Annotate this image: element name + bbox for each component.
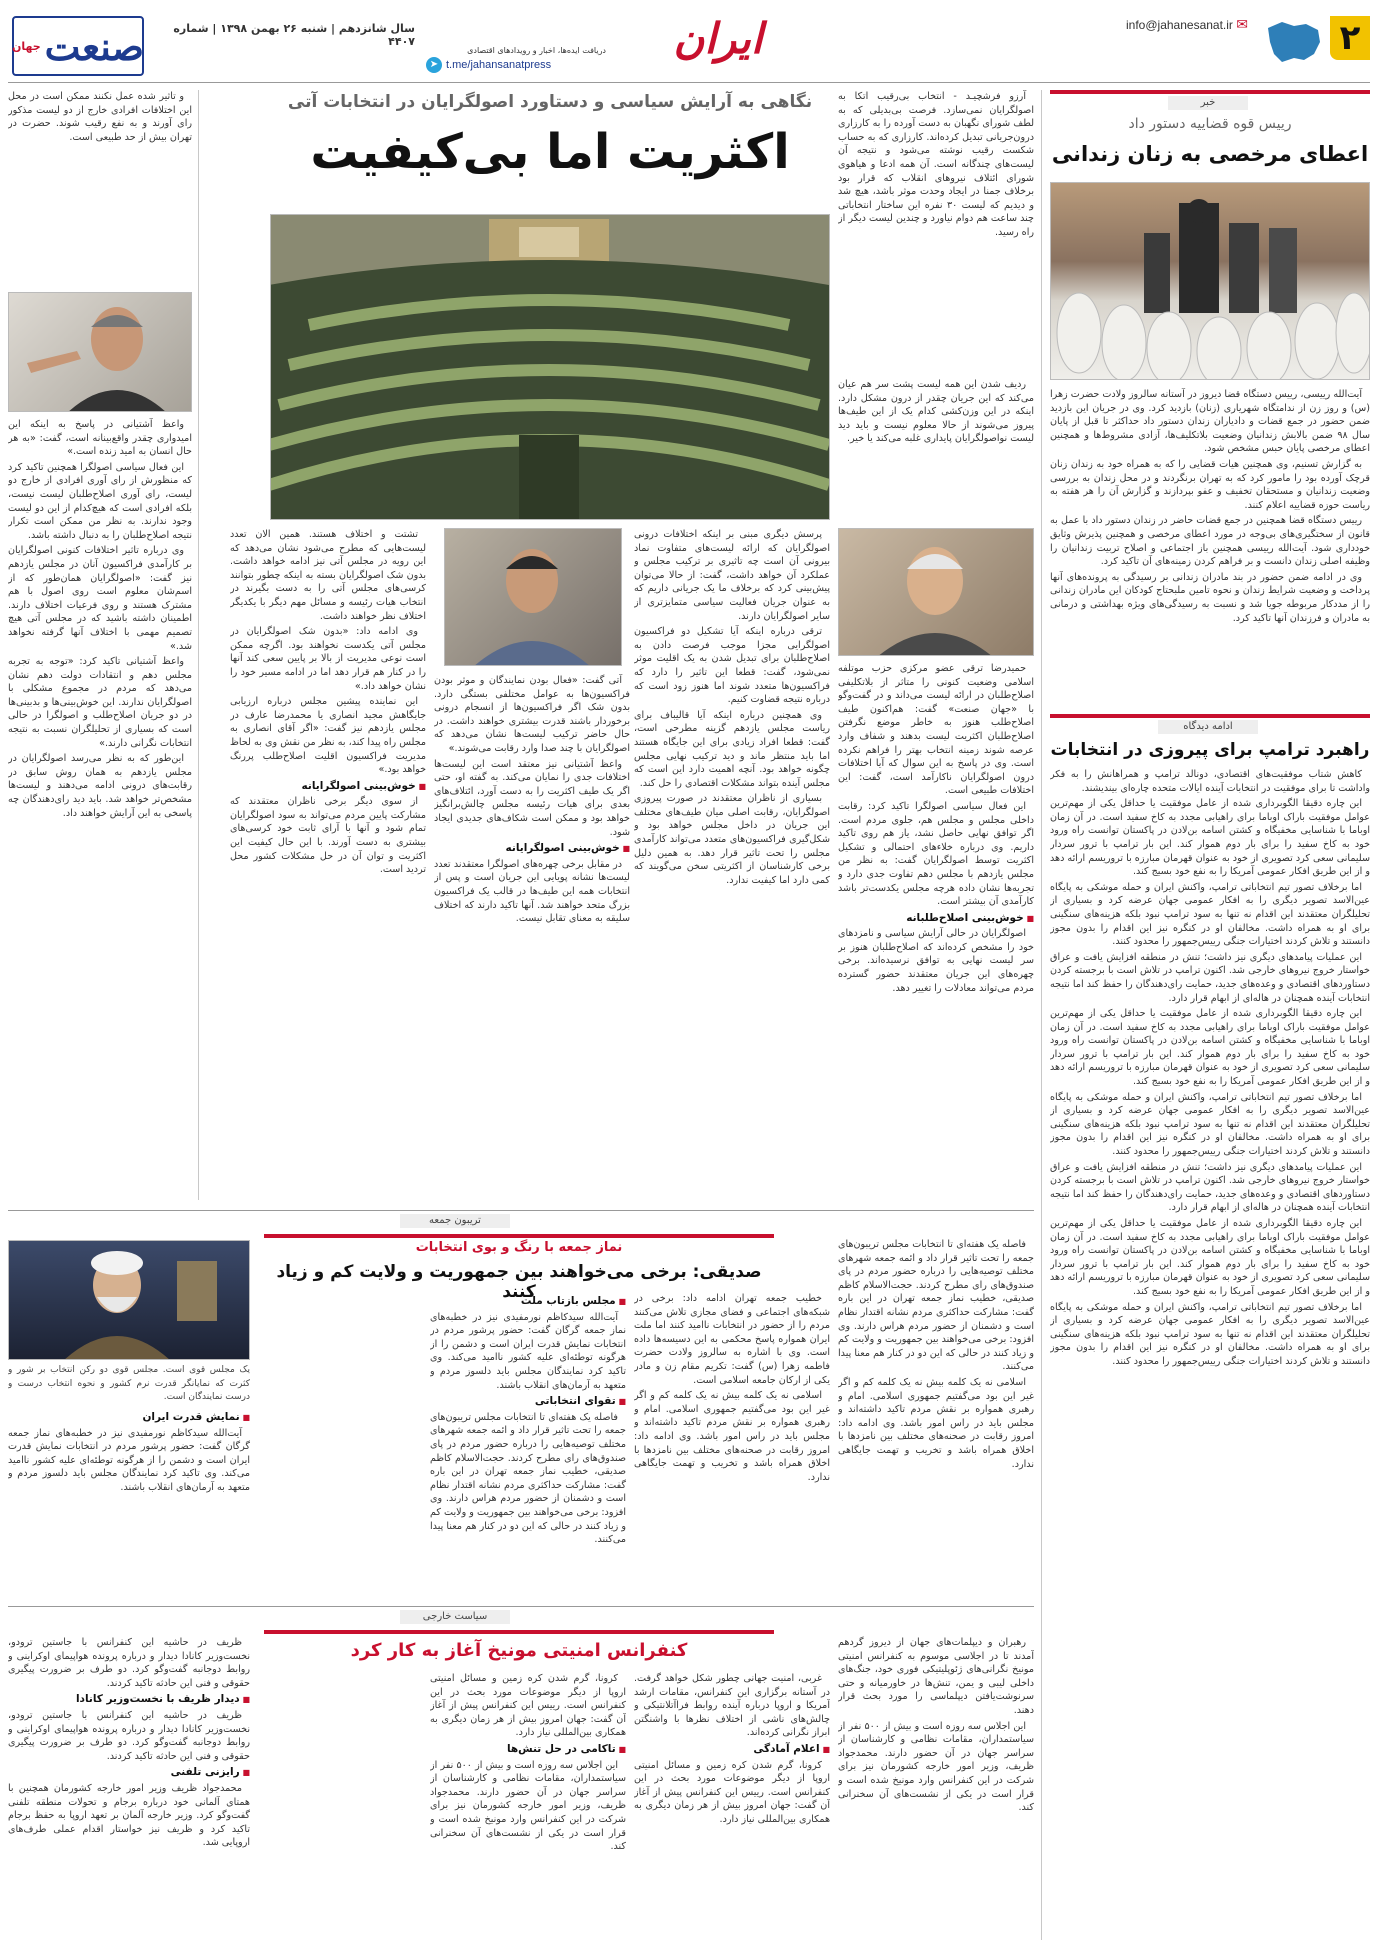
main-lead bbox=[838, 90, 1034, 370]
right-body-8: این عملیات پیامدهای دیگری نیز داشت؛ تنش در منطقه افزایش یافت و عراق خواستار خروج نیروهای خارجی شد. اکنون ترامپ در تلاش است با برجسته کردن دستاوردهای اقتصادی و وعده‌های جدید، حمایت رای‌دهندگان را حفظ کند اما نتیجه انتخابات آینده همچنان در هاله‌ای از ابهام قرار دارد. bbox=[1050, 951, 1370, 1004]
foreign-text-4: کرونا، گرم شدن کره زمین و مسائل امنیتی اروپا از دیگر موضوعات مورد بحث در این کنفرانس است. رییس این کنفرانس پیش از آغاز آن گفت: جهان امروز بیش از هر زمان دیگری به همکاری بین‌المللی نیاز دارد. bbox=[634, 1759, 830, 1825]
right-body-2: به گزارش تسنیم، وی همچنین هیات قضایی را که به همراه خود به زندان زنان قرچک آورده بود را مامور کرد که به تهران برنگردند و در محل زندان به بررسی وضعیت زندانیان و مستحقان تخفیف و عفو بپردازند و گزارش آن را هر هفته به ریاست حوزه قضاییه اعلام کنند. bbox=[1050, 458, 1370, 511]
main-supertitle: نگاهی به آرایش سیاسی و دستاورد اصولگرایان در انتخابات آتی bbox=[287, 92, 813, 112]
friday-col-2 bbox=[634, 1292, 830, 1598]
foreign-text-1: رهبران و دیپلمات‌های جهان از دیروز گردهم آمدند تا در اجلاسی موسوم به کنفرانس امنیتی مونیخ نگرانی‌های ژئوپلیتیکی فوری خود، جنگ‌های داخلی لیبی و یمن، تنش‌ها در خاورمیانه و حتی سرنوشت‌یافتن دیپلماسی را مورد بحث قرار دهند. bbox=[838, 1637, 1034, 1716]
right-body-6: این چاره دقیقا الگوبرداری شده از عامل موفقیت یا حداقل یکی از مهم‌ترین عوامل موفقیت باراک اوباما برای راهیابی مجدد به کاخ سفید است. در آن زمان اوباما با شناسایی مخفیگاه و کشتن اسامه بن‌لادن در پاکستان توانست راه ورود خود به کاخ سفید را برای بار دوم هموار کند. این بار ترامپ با ترور سردار سلیمانی سعی کرد تصویری از خود به عنوان قهرمان مبارزه با تروریسم ارائه دهد و از این طریق افکار عمومی آمریکا را به نفع خود بسیج کند. bbox=[1050, 798, 1370, 878]
friday-text-1b: فاصله یک هفته‌ای تا انتخابات مجلس تریبون‌های جمعه را تحت تاثیر قرار داد و ائمه جمعه شهرهای مختلف توصیه‌هایی را درباره حضور مردم در پای صندوق‌های رای مطرح کردند. حجت‌الاسلام کاظم صدیقی، خطیب نماز جمعه تهران در این باره گفت: مشارکت حداکثری مردم نشانه اقتدار نظام است و دشمنان از حضور مردم هراس دارند. وی افزود: برخی می‌خواهند بین جمهوریت و ولایت کم و زیاد کنند در حالی که این دو در کنار هم معنا پیدا می‌کنند. bbox=[430, 1411, 626, 1546]
foreign-text-5a: ظریف در حاشیه این کنفرانس با جاستین ترودو، نخست‌وزیر کانادا دیدار و درباره پرونده هواپیمای اوکراینی و روابط دوجانبه گفت‌وگو کرد. دو طرف بر ضرورت پیگیری حقوقی و فنی این حادثه تاکید کردند. bbox=[8, 1637, 250, 1689]
friday-supertitle: نماز جمعه با رنگ و بوی انتخابات bbox=[415, 1240, 623, 1255]
right-body-8b: این عملیات پیامدهای دیگری نیز داشت؛ تنش در منطقه افزایش یافت و عراق خواستار خروج نیروهای خارجی شد. اکنون ترامپ در تلاش است با برجسته کردن دستاوردهای اقتصادی و وعده‌های جدید، حمایت رای‌دهندگان را حفظ کند اما نتیجه انتخابات آینده همچنان در هاله‌ای از ابهام قرار دارد. bbox=[1050, 1161, 1370, 1214]
foreign-sub-1: ■ دیدار ظریف با نخست‌وزیر کانادا bbox=[8, 1693, 250, 1707]
main-col2-d: بسیاری از ناظران معتقدند در صورت پیروزی اصولگرایان، رقابت اصلی میان طیف‌های مختلف این جریان در داخل مجلس خواهد بود و شکل‌گیری فراکسیون‌های متعدد می‌تواند کارآمدی مجلس را تحت تاثیر قرار دهد. به همین دلیل برخی کارشناسان از اکثریتی سخن می‌گویند که کمی دارد اما کیفیت ندارد. bbox=[634, 793, 830, 886]
main-col1-c: این فعال سیاسی اصولگرا تاکید کرد: رقابت داخلی مجلس و مجلس هم، جلوی مردم است. اگر توافق نهایی حاصل نشد، یاز هم روی تاکید داریم. وی درباره خلاءهای احتمالی و تشکیل اکثریت توسط اصولگرایان گفت: به نظر من مجلس یازدهم با مجلس دهم تفاوت جدی دارد و تجربه‌ها نشان داده هرچه مجلس یکدست‌تر باشد کارآمدی آن بیشتر است. bbox=[838, 800, 1034, 908]
analyst-photo bbox=[444, 528, 622, 666]
page-number: ۲ bbox=[1339, 18, 1361, 58]
main-col3-c: در مقابل برخی چهره‌های اصولگرا معتقدند تعدد لیست‌ها نشانه پویایی این جریان است و پس از انتخابات همه این طیف‌ها در قالب یک فراکسیون بزرگ متحد خواهند شد. آنها تاکید دارند که اختلاف سلیقه به معنای تقابل نیست. bbox=[434, 858, 630, 925]
right-body-6c: این چاره دقیقا الگوبرداری شده از عامل موفقیت یا حداقل یکی از مهم‌ترین عوامل موفقیت باراک اوباما برای راهیابی مجدد به کاخ سفید است. در آن زمان اوباما با شناسایی مخفیگاه و کشتن اسامه بن‌لادن در پاکستان توانست راه ورود خود به کاخ سفید را برای بار دوم هموار کند. این بار ترامپ با ترور سردار سلیمانی سعی کرد تصویری از خود به عنوان قهرمان مبارزه با تروریسم ارائه دهد و از این طریق افکار عمومی آمریکا را به نفع خود بسیج کند. bbox=[1050, 1218, 1370, 1297]
main-col3-a: آتی گفت: «فعال بودن نمایندگان و موثر بودن فراکسیون‌ها به عوامل مختلفی بستگی دارد. بدون شک اگر فراکسیون‌ها از انسجام درونی برخوردار باشند قدرت بیشتری خواهند داشت. در حال حاضر ترکیب لیست‌ها نشان می‌دهد که اصولگرایان با چند صدا وارد رقابت می‌شوند.» bbox=[434, 675, 630, 754]
friday-col-4 bbox=[8, 1408, 250, 1598]
foreign-top-rule bbox=[8, 1606, 1034, 1607]
right-body-b bbox=[1050, 768, 1370, 1940]
left-col-text-a bbox=[8, 90, 192, 290]
parliament-photo bbox=[270, 214, 830, 520]
left-e: واعظ آشتیانی تاکید کرد: «توجه به تجربه مجلس دهم و انتقادات دولت دهم نشان می‌دهد که مردم در مجموع مشکلی با اصولگرایان ندارند. این خوش‌بینی‌ها و بدبینی‌ها در دو جریان اصلاح‌طلب و اصولگرا در حالی است که بسیاری از تحلیلگران نسبت به نتیجه انتخابات نگرانی دارند.» bbox=[8, 656, 192, 749]
foreign-col-1 bbox=[838, 1636, 1034, 1940]
left-f: این‌طور که به نظر می‌رسد اصولگرایان در مجلس یازدهم به همان روش سابق در رقابت‌های درونی ادامه می‌دهند و لیست‌ها مشخص‌تر خواهد شد. باید دید رای‌دهندگان چه پاسخی به این آرایش خواهند داد. bbox=[8, 753, 192, 819]
foreign-title: کنفرانس امنیتی مونیخ آغاز به کار کرد bbox=[350, 1640, 688, 1661]
right-body-5: کاهش شتاب موفقیت‌های اقتصادی، دونالد ترامپ و همراهانش را به فکر واداشت تا برای موفقیت در انتخابات آینده ایالات متحده چاره‌ای بیندیشند. bbox=[1050, 769, 1370, 794]
left-c: این فعال سیاسی اصولگرا همچنین تاکید کرد که منظورش از رای آوری افرادی از خارج دو لیست، رای آوری اصلاح‌طلبان لیست نیست، بلکه افرادی است که هیچ‌کدام از این دو لیست وجود ندارند. به نظر من ممکن است تکرار نتیجه اصلاح‌طلبان را به دنبال داشته باشد. bbox=[8, 461, 192, 541]
foreign-sub-3: ■ اعلام آمادگی bbox=[634, 1743, 830, 1757]
right-body bbox=[1050, 388, 1370, 708]
main-title: اکثریت اما بی‌کیفیت bbox=[310, 124, 790, 180]
main-col-text-1b bbox=[838, 662, 1034, 1202]
friday-text-1: فاصله یک هفته‌ای تا انتخابات مجلس تریبون‌های جمعه را تحت تاثیر قرار داد و ائمه جمعه شهرهای مختلف توصیه‌هایی را درباره حضور مردم در پای صندوق‌های رای مطرح کردند. حجت‌الاسلام کاظم صدیقی، خطیب نماز جمعه تهران در این باره گفت: مشارکت حداکثری مردم نشانه اقتدار نظام است و دشمنان از حضور مردم هراس دارند. وی افزود: برخی می‌خواهند بین جمهوریت و ولایت کم و زیاد کنند در حالی که این دو در کنار هم معنا پیدا می‌کنند. bbox=[838, 1239, 1034, 1373]
left-d: وی درباره تاثیر اختلافات کنونی اصولگرایان بر کارآمدی فراکسیون آنان در مجلس یازدهم نیز گفت: «اصولگرایان همان‌طور که از اسم‌شان معلوم است روی اصول با هم مشترک هستند و روی فرعیات اختلاف دارند. اطمینان داشته باشید که در مجلس آتی هیچ تصمیم مهمی با اختلاف آنها گرفته نخواهد شد.» bbox=[8, 545, 192, 652]
main-col1-b: حمیدرضا ترقی عضو مرکزی حزب موتلفه اسلامی وضعیت کنونی را متاثر از بلاتکلیفی اصلاح‌طلبان در ارائه لیست می‌داند و در گفت‌وگو با «جهان صنعت» گفت: هم‌اکنون طیف اصلاح‌طلب هنوز به خاطر موضع نگرفتن اصلاح‌طلبان اکثریت لیست بدهند و شفاف وارد عرصه شوند زمینه انتخاب بهتر را فراهم نکرده است. وی در پاسخ به این سوال که آیا اختلافات درون اصولگرایان ناکارآمد است، گفت: این اختلافات طبیعی است. bbox=[838, 663, 1034, 797]
iran-map-icon bbox=[1264, 20, 1324, 64]
email-icon: ✉ bbox=[1236, 16, 1248, 32]
right-body-7b: اما برخلاف تصور تیم انتخاباتی ترامپ، واکنش ایران و حمله موشکی به پایگاه عین‌الاسد تصویر دیگری را به افکار عمومی جهان عرضه کرد و بسیاری از تحلیلگران معتقدند این اقدام نه تنها به سود ترامپ نبود بلکه هزینه‌های سنگینی برای او به همراه داشت. مخالفان او در کنگره نیز این اقدام را بدون مجوز دانستند و تلاش کردند اختیارات جنگی رییس‌جمهور را محدود کنند. bbox=[1050, 1091, 1370, 1158]
friday-text-2: اسلامی نه یک کلمه بیش نه یک کلمه کم و اگر غیر این بود می‌گفتیم جمهوری اسلامی. امام و رهبری همواره بر نقش مردم تاکید داشته‌اند و مجلس باید در راس امور باشد. وی ادامه داد: امروز رقابت در صحنه‌های مختلف بین نامزدها با اخلاق همراه باشد و تخریب و تهمت جایگاهی ندارد. bbox=[838, 1376, 1034, 1470]
main-col4-b: وی ادامه داد: «بدون شک اصولگرایان در مجلس آتی یکدست نخواهند بود. اگرچه ممکن است نوعی مدیریت از بالا بر پایین سعی کند آنها را در کنار هم قرار دهد اما در ادامه مسیر خود را نشان خواهد داد.» bbox=[230, 626, 426, 692]
right-kicker: خبر bbox=[1168, 96, 1248, 110]
right-title: اعطای مرخصی به زنان زندانی bbox=[1051, 142, 1369, 166]
foreign-text-2: این اجلاس سه روزه است و بیش از ۵۰۰ نفر از سیاستمداران، مقامات نظامی و کارشناسان از سراسر جهان در آن حضور دارند. محمدجواد ظریف، وزیر امور خارجه کشورمان نیز برای شرکت در این کنفرانس وارد مونیخ شده است و قرار است در یکی از نشست‌های آن سخنرانی کند. bbox=[838, 1720, 1034, 1814]
foreign-text-4b: کرونا، گرم شدن کره زمین و مسائل امنیتی اروپا از دیگر موضوعات مورد بحث در این کنفرانس است. رییس این کنفرانس پیش از آغاز آن گفت: جهان امروز بیش از هر زمان دیگری به همکاری بین‌المللی نیاز دارد. bbox=[430, 1673, 626, 1739]
left-a: و تاثیر شده عمل نکنند ممکن است در محل این اختلافات افرادی خارج از دو لیست مذکور رای آورند و به نفع رقیب شوند. حضرت در تهران بیش از حد طبیعی است. bbox=[8, 91, 192, 143]
foreign-text-6: محمدجواد ظریف وزیر امور خارجه کشورمان همچنین با همتای آلمانی خود درباره برجام و تحولات منطقه تلفنی گفت‌وگو کرد. وزیر خارجه آلمان بر تعهد اروپا به حفظ برجام تاکید کرد و ظریف نیز خواستار اقدام عملی طرف‌های اروپایی شد. bbox=[8, 1782, 250, 1849]
main-col3-b: واعظ آشتیانی نیز معتقد است این لیست‌ها اختلافات جدی را نمایان می‌کند. به گفته او، حتی اگر یک طیف اکثریت را به دست آورد، ائتلاف‌های بعدی برای هیات رئیسه مجلس چالش‌برانگیز خواهد بود و ممکن است شکاف‌های جدیدی ایجاد شود. bbox=[434, 758, 630, 838]
foreign-text-2b: این اجلاس سه روزه است و بیش از ۵۰۰ نفر از سیاستمداران، مقامات نظامی و کارشناسان از سراسر جهان در آن حضور دارند. محمدجواد ظریف، وزیر امور خارجه کشورمان نیز برای شرکت در این کنفرانس وارد مونیخ شده است و قرار است در یکی از نشست‌های آن سخنرانی کند. bbox=[430, 1759, 626, 1853]
email-text: info@jahanesanat.ir bbox=[1126, 18, 1233, 32]
main-lead-text: آرزو فرشچیـد - انتخاب بی‌رقیب اتکا به اصولگرایان نمی‌سازد. فرصت بی‌بدیلی که به لطف شورای نگهبان به دست آورده را به کارزاری درون‌جریانی تبدیل کرده‌اند. کارزاری که به حساب شکست رقیب نوشته می‌شود و نتیجه آن لیست‌های چندگانه است. آن همه ادعا و هیاهوی شورای ائتلاف نیروهای انقلاب که قرار بود برخلاف جمنا در ایجاد وحدت موثر باشد، هیچ شد و دیدیم که لیست ۳۰ نفره این ساختار انتخاباتی چند ساعت هم دوام نیاورد و چندین لیست دیگر از راه رسید. bbox=[838, 91, 1034, 238]
right-body-3: رییس دستگاه قضا همچنین در جمع قضات حاضر در زندان دستور داد با عمل به قانون از سختگیری‌های بی‌وجه در مورد اعطای مرخصی و همچنین پذیرش وثایق خودداری شود. آیت‌الله رییسی همچنین باز اجتماعی و اصلاح تربیت زندانیان را وظیفه اصلی زندان دانست و بر فراهم کردن زمینه‌های آن تاکید کرد. bbox=[1050, 515, 1370, 568]
main-col4-d: از سوی دیگر برخی ناظران معتقدند که مشارکت پایین مردم می‌تواند به سود اصولگرایان تمام شود و آنها با آرای ثابت خود کرسی‌های بیشتری به دست آورند. با این حال کیفیت این اکثریت و توان آن در حل مشکلات کشور محل تردید است. bbox=[230, 796, 426, 876]
vaez-ashtiani-photo bbox=[8, 292, 192, 412]
section-title: ایران bbox=[673, 14, 763, 63]
main-col2-a: پرسش دیگری مبنی بر اینکه اختلافات درونی اصولگرایان که ارائه لیست‌های متفاوت نماد بیرونی آن است چه تاثیری بر ترکیب مجلس و عملکرد آن خواهد داشت، گفت: از حالا می‌توان پیش‌بینی کرد که برخلاف ما یک جریانی داریم که به عنوان جریان فعالیت سیاسی متمایزتری از سایر اصولگرایان دارند. bbox=[634, 529, 830, 622]
friday-text-3: خطیب جمعه تهران ادامه داد: برخی در شبکه‌های اجتماعی و فضای مجازی تلاش می‌کنند مردم را از حضور در انتخابات ناامید کنند اما ملت ایران همواره پاسخ محکمی به این دسیسه‌ها داده است. وی با اشاره به سالروز ولادت حضرت فاطمه زهرا (س) گفت: تکریم مقام زن و مادر یکی از ارکان جامعه اسلامی است. bbox=[634, 1293, 830, 1386]
right-body-6b: این چاره دقیقا الگوبرداری شده از عامل موفقیت یا حداقل یکی از مهم‌ترین عوامل موفقیت باراک اوباما برای راهیابی مجدد به کاخ سفید است. در آن زمان اوباما با شناسایی مخفیگاه و کشتن اسامه بن‌لادن در پاکستان توانست راه ورود خود به کاخ سفید را برای بار دوم هموار کند. این بار ترامپ با ترور سردار سلیمانی سعی کرد تصویری از خود به عنوان قهرمان مبارزه با تروریسم ارائه دهد و از این طریق افکار عمومی آمریکا را به نفع خود بسیج کند. bbox=[1050, 1008, 1370, 1088]
left-col-text-b bbox=[8, 418, 192, 1202]
foreign-tag: سیاست خارجی bbox=[400, 1610, 510, 1624]
friday-bar bbox=[264, 1234, 774, 1238]
sedighi-photo bbox=[8, 1240, 250, 1360]
main-sub-2: ■ خوش‌بینی اصولگرایانه bbox=[434, 842, 630, 856]
friday-top-rule bbox=[8, 1210, 1034, 1211]
friday-caption: یک مجلس قوی است. مجلس قوی دو رکن انتخاب بر شور و کثرت که نمایانگر قدرت نرم کشور و نحوه انتخاب درست و درست نمایندگان است. bbox=[8, 1365, 250, 1403]
friday-title: صدیقی: برخی می‌خواهند بین جمهوریت و ولایت کم و زیاد کنند bbox=[276, 1262, 762, 1302]
main-sub-1: ■ خوش‌بینی اصلاح‌طلبانه bbox=[838, 912, 1034, 926]
foreign-bar bbox=[264, 1630, 774, 1634]
friday-text-2b: اسلامی نه یک کلمه بیش نه یک کلمه کم و اگر غیر این بود می‌گفتیم جمهوری اسلامی. امام و رهبری همواره بر نقش مردم تاکید داشته‌اند و مجلس باید در راس امور باشد. وی ادامه داد: امروز رقابت در صحنه‌های مختلف بین نامزدها با اخلاق همراه باشد و تخریب و تهمت جایگاهی ندارد. bbox=[634, 1390, 830, 1483]
right-body-7: اما برخلاف تصور تیم انتخاباتی ترامپ، واکنش ایران و حمله موشکی به پایگاه عین‌الاسد تصویر دیگری را به افکار عمومی جهان عرضه کرد و بسیاری از تحلیلگران معتقدند این اقدام نه تنها به سود ترامپ نبود بلکه هزینه‌های سنگینی برای او به همراه داشت. مخالفان او در کنگره نیز این اقدام را بدون مجوز دانستند و تلاش کردند اختیارات جنگی رییس‌جمهور را محدود کنند. bbox=[1050, 881, 1370, 948]
friday-col-1 bbox=[838, 1238, 1034, 1598]
email-link[interactable] bbox=[1126, 16, 1248, 33]
telegram-icon: ➤ bbox=[426, 57, 442, 73]
foreign-col-3 bbox=[430, 1672, 626, 1940]
left-b: واعظ آشتیانی در پاسخ به اینکه این امیدواری چقدر واقع‌بینانه است، گفت: «به هر حال انسان به امید زنده است.» bbox=[8, 419, 192, 458]
right-body-1: آیت‌الله رییسی، رییس دستگاه قضا دیروز در آستانه سالروز ولادت حضرت زهرا (س) و روز زن از ندامتگاه شهریاری (زنان) بازدید کرد. وی در جریان این بازدید ضمن حضور در جمع قضات و دادیاران زندان دستور داد حداکثر تا قبل از پایان سال ۹۸ ضمن بالابش زندانیان وضعیت بلاتکلیف‌ها، آزادی مشروط‌ها و همچنین اعطای مرخصی پایان حبس مشخص شود. bbox=[1050, 389, 1370, 455]
main-col-text-3 bbox=[434, 674, 630, 1202]
newspaper-logo bbox=[12, 16, 144, 76]
main-col1-a: ردیف شدن این همه لیست پشت سر هم عیان می‌کند که این جریان چقدر از درون مشکل دارد. اینکه در این وزن‌کشی کدام یک از این طیف‌ها پیروز می‌شوند از حالا معلوم نیست و باید دید لیست نواصولگرایان پایداری غلبه می‌کند یا خیر. bbox=[838, 379, 1034, 445]
right-body-4: وی در ادامه ضمن حضور در بند مادران زندانی بر رسیدگی به پرونده‌های آنها پرداخت و وضعیت شرایط زندان و نحوه تامین ملبحتاج کودکان این مادران زندانی را از مددکار مربوطه جویا شد و نسبت به رسیدگی‌های ویژه بهداشتی و درمانی به مادران و فرزندان آنها تاکید کرد. bbox=[1050, 571, 1370, 624]
foreign-col-2 bbox=[634, 1672, 830, 1940]
foreign-col-4 bbox=[8, 1636, 250, 1940]
main-col2-c: وی همچنین درباره اینکه آیا قالیباف برای ریاست مجلس یازدهم گزینه مطرحی است، گفت: قطعا افراد زیادی برای این جایگاه هستند اما باید منتظر ماند و دید ترکیب نهایی مجلس چگونه خواهد بود. آنچه اهمیت دارد این است که مجلس آینده بتواند مشکلات اقتصادی را حل کند. bbox=[634, 709, 830, 789]
friday-text-4: آیت‌الله سیدکاظم نورمفیدی نیز در خطبه‌های نماز جمعه گرگان گفت: حضور پرشور مردم در انتخابات نمایش قدرت ایران است و دشمن را از هرگونه توطئه‌ای علیه کشور ناامید می‌کند. وی تاکید کرد نمایندگان مجلس باید دلسوز مردم و متعهد به آرمان‌های انقلاب باشند. bbox=[430, 1311, 626, 1391]
right-col-bar bbox=[1050, 90, 1370, 94]
taraghi-photo bbox=[838, 528, 1034, 656]
right-col-bar-2 bbox=[1050, 714, 1370, 718]
telegram-box[interactable] bbox=[426, 46, 606, 76]
judiciary-visit-photo bbox=[1050, 182, 1370, 380]
friday-sub-2: ■ مجلس بازتاب ملت bbox=[430, 1295, 626, 1309]
logo-text: صنعت bbox=[44, 23, 145, 69]
right-body-7c: اما برخلاف تصور تیم انتخاباتی ترامپ، واکنش ایران و حمله موشکی به پایگاه عین‌الاسد تصویر دیگری را به افکار عمومی جهان عرضه کرد و بسیاری از تحلیلگران معتقدند این اقدام نه تنها به سود ترامپ نبود بلکه هزینه‌های سنگینی برای او به همراه داشت. مخالفان او در کنگره نیز این اقدام را بدون مجوز دانستند و تلاش کردند اختیارات جنگی رییس‌جمهور را محدود کنند. bbox=[1050, 1301, 1370, 1367]
issue-info: سال شانزدهم | شنبه ۲۶ بهمن ۱۳۹۸ | شماره ۴۴۰۷ bbox=[173, 22, 415, 48]
foreign-text-5: ظریف در حاشیه این کنفرانس با جاستین ترودو، نخست‌وزیر کانادا دیدار و درباره پرونده هواپیمای اوکراینی و روابط دوجانبه گفت‌وگو کرد. دو طرف بر ضرورت پیگیری حقوقی و فنی این حادثه تاکید کردند. bbox=[8, 1709, 250, 1762]
main-col1-d: اصولگرایان در حالی آرایش سیاسی و نامزدهای خود را مشخص کرده‌اند که اصلاح‌طلبان هنوز بر سر لیست نهایی به توافق نرسیده‌اند. برخی چهره‌های این جریان معتقدند حضور گسترده مردم می‌تواند معادلات را تغییر دهد. bbox=[838, 928, 1034, 994]
friday-sub-3: ■ تقوای انتخاباتی bbox=[430, 1395, 626, 1409]
right-kicker-2: ادامه دیدگاه bbox=[1158, 720, 1258, 734]
main-left-divider bbox=[198, 90, 199, 1200]
friday-tag: تریبون جمعه bbox=[400, 1214, 510, 1228]
friday-col-3 bbox=[430, 1292, 626, 1598]
telegram-link[interactable]: t.me/jahansanatpress bbox=[446, 59, 552, 71]
main-sub-3: ■ خوش‌بینی اصولگرایانه bbox=[230, 780, 426, 794]
foreign-text-3: غربی، امنیت جهانی چطور شکل خواهد گرفت. در آستانه برگزاری این کنفرانس، مقامات ارشد آمریکا و اروپا درباره آینده روابط فراآتلانتیکی و چالش‌های ناشی از اختلاف نظرها با واشنگتن ابراز نگرانی کرده‌اند. bbox=[634, 1673, 830, 1739]
main-col2-b: ترقی درباره اینکه آیا تشکیل دو فراکسیون اصولگرایی مجزا موجب فرصت دادن به اصلاح‌طلبان برای تبدیل شدن به یک اقلیت موثر نمی‌شود، گفت: قطعا این تاثیر را دارد که فراکسیون‌ها متعدد شوند اما هنوز زود است که درباره نتیجه قضاوت کنیم. bbox=[634, 626, 830, 706]
foreign-sub-4: ■ تاکامی در حل تنش‌ها bbox=[430, 1743, 626, 1757]
main-col-text-1a bbox=[838, 378, 1034, 520]
friday-sub-1: ■ نمایش قدرت ایران bbox=[8, 1411, 250, 1425]
main-col-text-4 bbox=[230, 528, 426, 1202]
main-col4-a: تشتت و اختلاف هستند. همین الان تعدد لیست‌هایی که مطرح می‌شود نشان می‌دهد که این رویه در مجلس آتی نیز ادامه خواهد داشت. بدون شک اصولگرایان بسته به اینکه چطور بتوانند کرسی‌های مجلس آتی را به دست بگیرند در انتخاب هیات رئیسه و مسائل مهم دیگر با یکدیگر اختلاف نظر خواهند داشت. bbox=[230, 529, 426, 622]
main-col4-c: این نماینده پیشین مجلس درباره ارزیابی جایگاهش مجید انصاری یا محمدرضا عارف در مجلس یازدهم نیز گفت: «اگر آقای انصاری به مجلس راه پیدا کند، به نظر من نقش وی به لحاظ مدیریت فراکسیون اقلیت اصلاح‌طلب پررنگ خواهد بود.» bbox=[230, 696, 426, 776]
right-title-2: راهبرد ترامپ برای پیروزی در انتخابات bbox=[1050, 740, 1370, 760]
main-col-text-2 bbox=[634, 528, 830, 1202]
page-number-box bbox=[1330, 16, 1370, 60]
telegram-note: دریافت ایده‌ها، اخبار و رویدادهای اقتصادی bbox=[467, 46, 606, 55]
right-col-divider bbox=[1041, 90, 1042, 1940]
header-divider bbox=[8, 82, 1370, 83]
foreign-sub-2: ■ رایزنی تلفنی bbox=[8, 1766, 250, 1780]
right-subtitle: رییس قوه قضاییه دستور داد bbox=[1128, 116, 1292, 132]
friday-text-4b: آیت‌الله سیدکاظم نورمفیدی نیز در خطبه‌های نماز جمعه گرگان گفت: حضور پرشور مردم در انتخابات نمایش قدرت ایران است و دشمن را از هرگونه توطئه‌ای علیه کشور ناامید می‌کند. وی تاکید کرد نمایندگان مجلس باید دلسوز مردم و متعهد به آرمان‌های انقلاب باشند. bbox=[8, 1427, 250, 1493]
logo-small: جهان bbox=[11, 39, 41, 53]
